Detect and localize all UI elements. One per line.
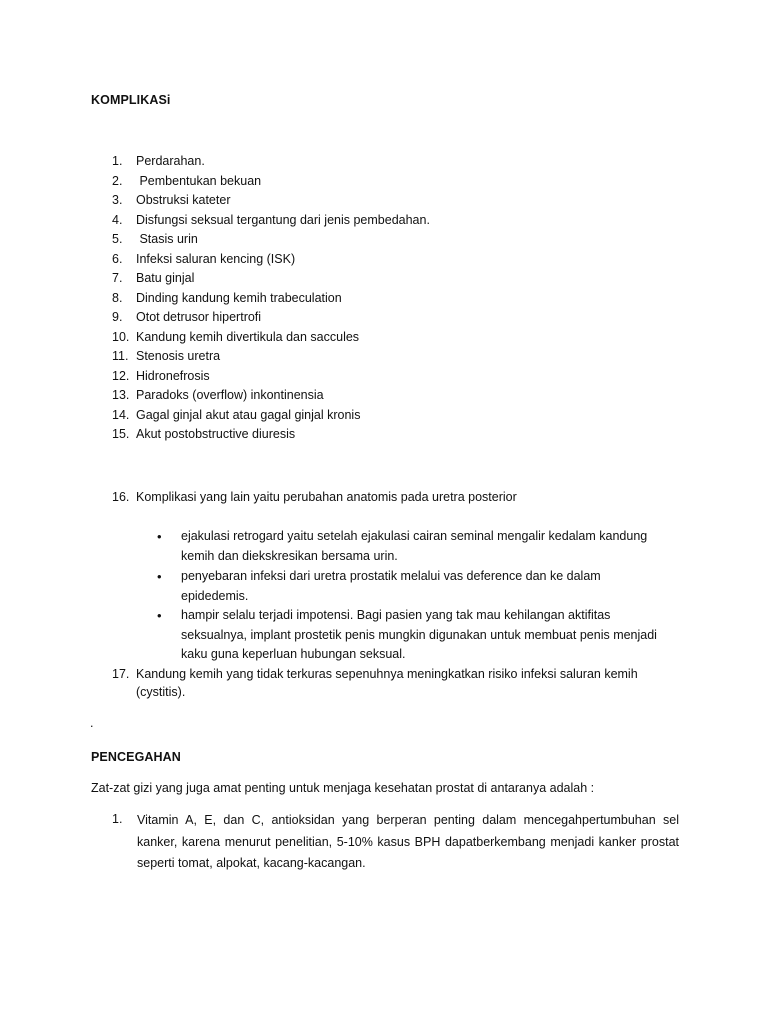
list-item: 15. Akut postobstructive diuresis bbox=[112, 427, 296, 441]
list-item: 1. Perdarahan. bbox=[112, 154, 205, 168]
bullet-icon: • bbox=[157, 529, 162, 544]
bullet-item: • ejakulasi retrogard yaitu setelah ejakulasi cairan seminal mengalir kedalam kandung kemih dan diekskresikan bersama urin. bbox=[157, 529, 648, 563]
komplikasi-heading: KOMPLIKASi bbox=[91, 93, 171, 107]
stray-period: . bbox=[90, 716, 94, 730]
list-item: 14. Gagal ginjal akut atau gagal ginjal kronis bbox=[112, 407, 361, 422]
list-item-17: 17. Kandung kemih yang tidak terkuras sepenuhnya meningkatkan risiko infeksi saluran kemih bbox=[112, 667, 638, 681]
list-item-17-continuation: (cystitis). bbox=[136, 685, 186, 699]
pencegahan-item-number: 1. bbox=[112, 812, 123, 826]
list-item: 12. Hidronefrosis bbox=[112, 368, 210, 383]
list-item: 3. Obstruksi kateter bbox=[112, 193, 231, 207]
pencegahan-item-text: Vitamin A, E, dan C, antioksidan yang berperan penting dalam mencegahpertumbuhan sel kanker, karena menurut penelitian, 5-10% kasus BPH dapatberkembang menjadi kanker prostat seperti tomat, alpokat, kacang-kacangan. bbox=[137, 813, 679, 870]
list-item: 7. Batu ginjal bbox=[112, 271, 195, 285]
list-item: 6. Infeksi saluran kencing (ISK) bbox=[112, 251, 296, 266]
pencegahan-intro: Zat-zat gizi yang juga amat penting untuk menjaga kesehatan prostat di antaranya adalah : bbox=[91, 781, 595, 795]
bullet-item: • hampir selalu terjadi impotensi. Bagi pasien yang tak mau kehilangan aktifitas seksualnya, implant prostetik penis mungkin digunakan untuk membuat penis menjadi kaku guna keperluan hubungan seksual. bbox=[157, 608, 657, 661]
list-item: 5. Stasis urin bbox=[112, 232, 198, 246]
list-item: 4. Disfungsi seksual tergantung dari jenis pembedahan. bbox=[112, 212, 430, 227]
list-item: 11. Stenosis uretra bbox=[112, 349, 221, 363]
list-item: 13. Paradoks (overflow) inkontinensia bbox=[112, 388, 324, 402]
bullet-icon: • bbox=[157, 569, 162, 584]
list-item: 9. Otot detrusor hipertrofi bbox=[112, 310, 262, 324]
list-item: 8. Dinding kandung kemih trabeculation bbox=[112, 290, 342, 305]
bullet-item: • penyebaran infeksi dari uretra prostatik melalui vas deference dan ke dalam epidedemis. bbox=[157, 569, 601, 603]
list-item: 2. Pembentukan bekuan bbox=[112, 173, 262, 188]
bullet-icon: • bbox=[157, 608, 162, 623]
list-item: 10. Kandung kemih divertikula dan saccules bbox=[112, 329, 360, 344]
list-item-16: 16. Komplikasi yang lain yaitu perubahan anatomis pada uretra posterior bbox=[112, 490, 517, 504]
pencegahan-heading: PENCEGAHAN bbox=[91, 750, 181, 764]
